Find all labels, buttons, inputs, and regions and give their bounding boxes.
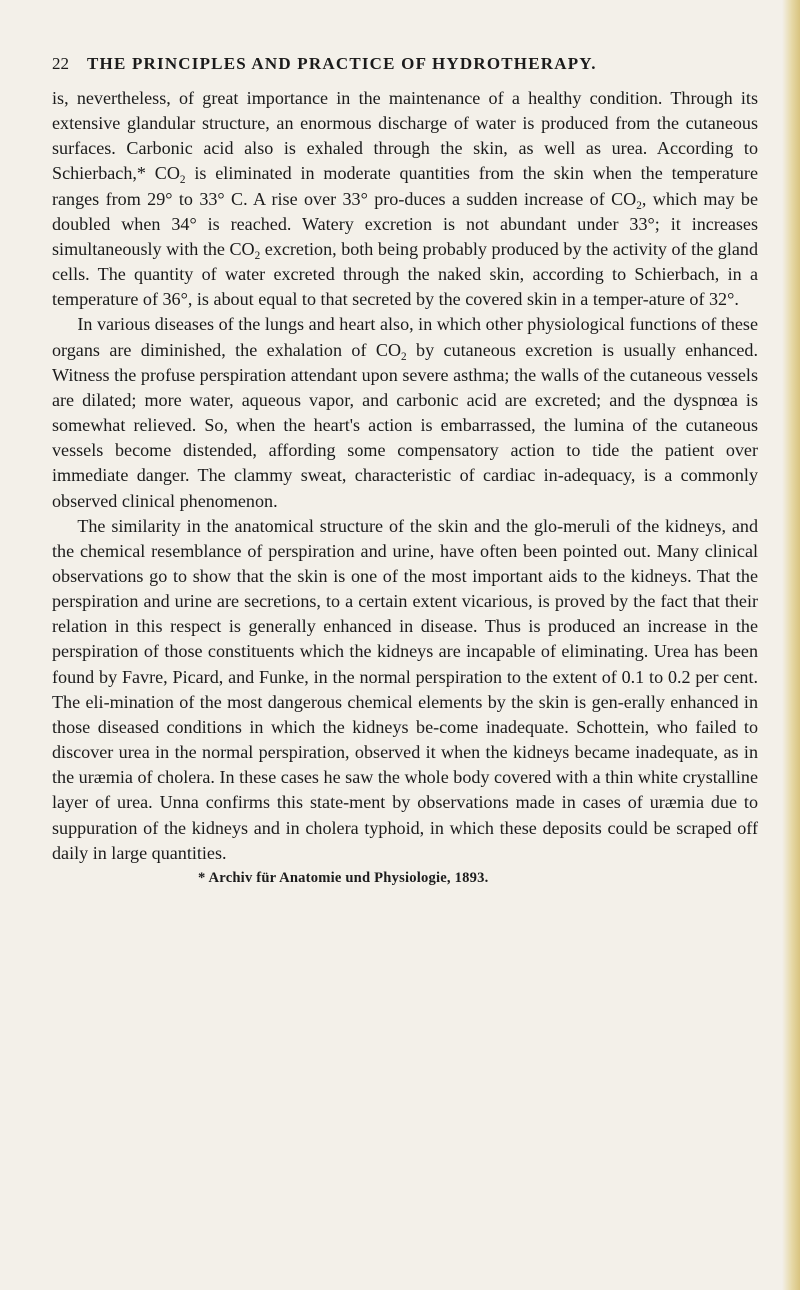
paragraph-1-part-b: is eliminated in moderate quantities from the skin when the temperature ranges from 29° to 33° C. A rise over 33° pro-duces a sudden increase of CO (52, 163, 758, 209)
paragraph-2 (52, 312, 758, 513)
paragraph-1-part-c: , which may be doubled when 34° is reached. Watery excretion is not abundant under 33°; it increases simultaneously with the CO (52, 188, 758, 259)
paragraph-3: The similarity in the anatomical structure of the skin and the glo-meruli of the kidneys, and the chemical resemblance of perspiration and urine, have often been pointed out. Many clinical observations go to show that the skin is one of the most important aids to the kidneys. That the perspiration and urine are secretions, to a certain extent vicarious, is proved by the fact that their relation in this respect is generally enhanced in disease. Thus is produced an increase in the perspiration of those constituents which the kidneys are incapable of eliminating. Urea has been found by Favre, Picard, and Funke, in the normal perspiration to the extent of 0.1 to 0.2 per cent. The eli-mination of the most dangerous chemical elements by the skin is gen-erally enhanced in those diseased conditions in which the kidneys be-come inadequate. Schottein, who failed to discover urea in the normal perspiration, observed it when the kidneys became inadequate, as in the uræmia of cholera. In these cases he saw the whole body covered with a thin white crystalline layer of urea. Unna confirms this state-ment by observations made in cases of uræmia due to suppuration of the kidneys and in cholera typhoid, in which these deposits could be scraped off daily in large quantities. (52, 515, 758, 863)
page-number: 22 (52, 54, 69, 73)
subscript-2: 2 (179, 174, 186, 187)
subscript-2: 2 (254, 249, 261, 262)
subscript-2: 2 (401, 350, 407, 363)
running-head (52, 54, 758, 74)
page-edge (782, 0, 800, 1290)
paragraph-1-part-d: excretion, both being probably produced by the activity of the gland cells. The quantity of water excreted through the naked skin, according to Schierbach, in a temperature of 36°, is about equal to that secreted by the covered skin in a temper-ature of 32°. (52, 238, 759, 310)
paragraph-2-part-b: by cutaneous excretion is usually enhanced. Witness the profuse perspiration attendant upon severe asthma; the walls of the cutaneous vessels are dilated; more water, aqueous vapor, and carbonic acid are excreted; and the dyspnœa is somewhat relieved. So, when the heart's action is embarrassed, the lumina of the cutaneous vessels become distended, affording some compensatory action to tide the patient over immediate danger. The clammy sweat, characteristic of cardiac in-adequacy, is a commonly observed clinical phenomenon. (52, 339, 758, 511)
paragraph-1-part-a: is, nevertheless, of great importance in the maintenance of a healthy condition. Through its extensive glandular structure, an enormous discharge of water is produced from the cutaneous surfaces. Carbonic acid also is exhaled through the skin, as well as urea. According to Schierbach,* CO (52, 88, 758, 184)
footnote: * Archiv für Anatomie und Physiologie, 1893. (198, 869, 489, 886)
body-text (52, 86, 758, 866)
running-title: THE PRINCIPLES AND PRACTICE OF HYDROTHERAPY. (87, 54, 597, 73)
paragraph-2-part-a: In various diseases of the lungs and heart also, in which other physiological functions of these organs are diminished, the exhalation of CO (52, 314, 758, 360)
book-page (52, 54, 758, 887)
subscript-2: 2 (636, 199, 642, 212)
paragraph-1 (52, 86, 758, 312)
